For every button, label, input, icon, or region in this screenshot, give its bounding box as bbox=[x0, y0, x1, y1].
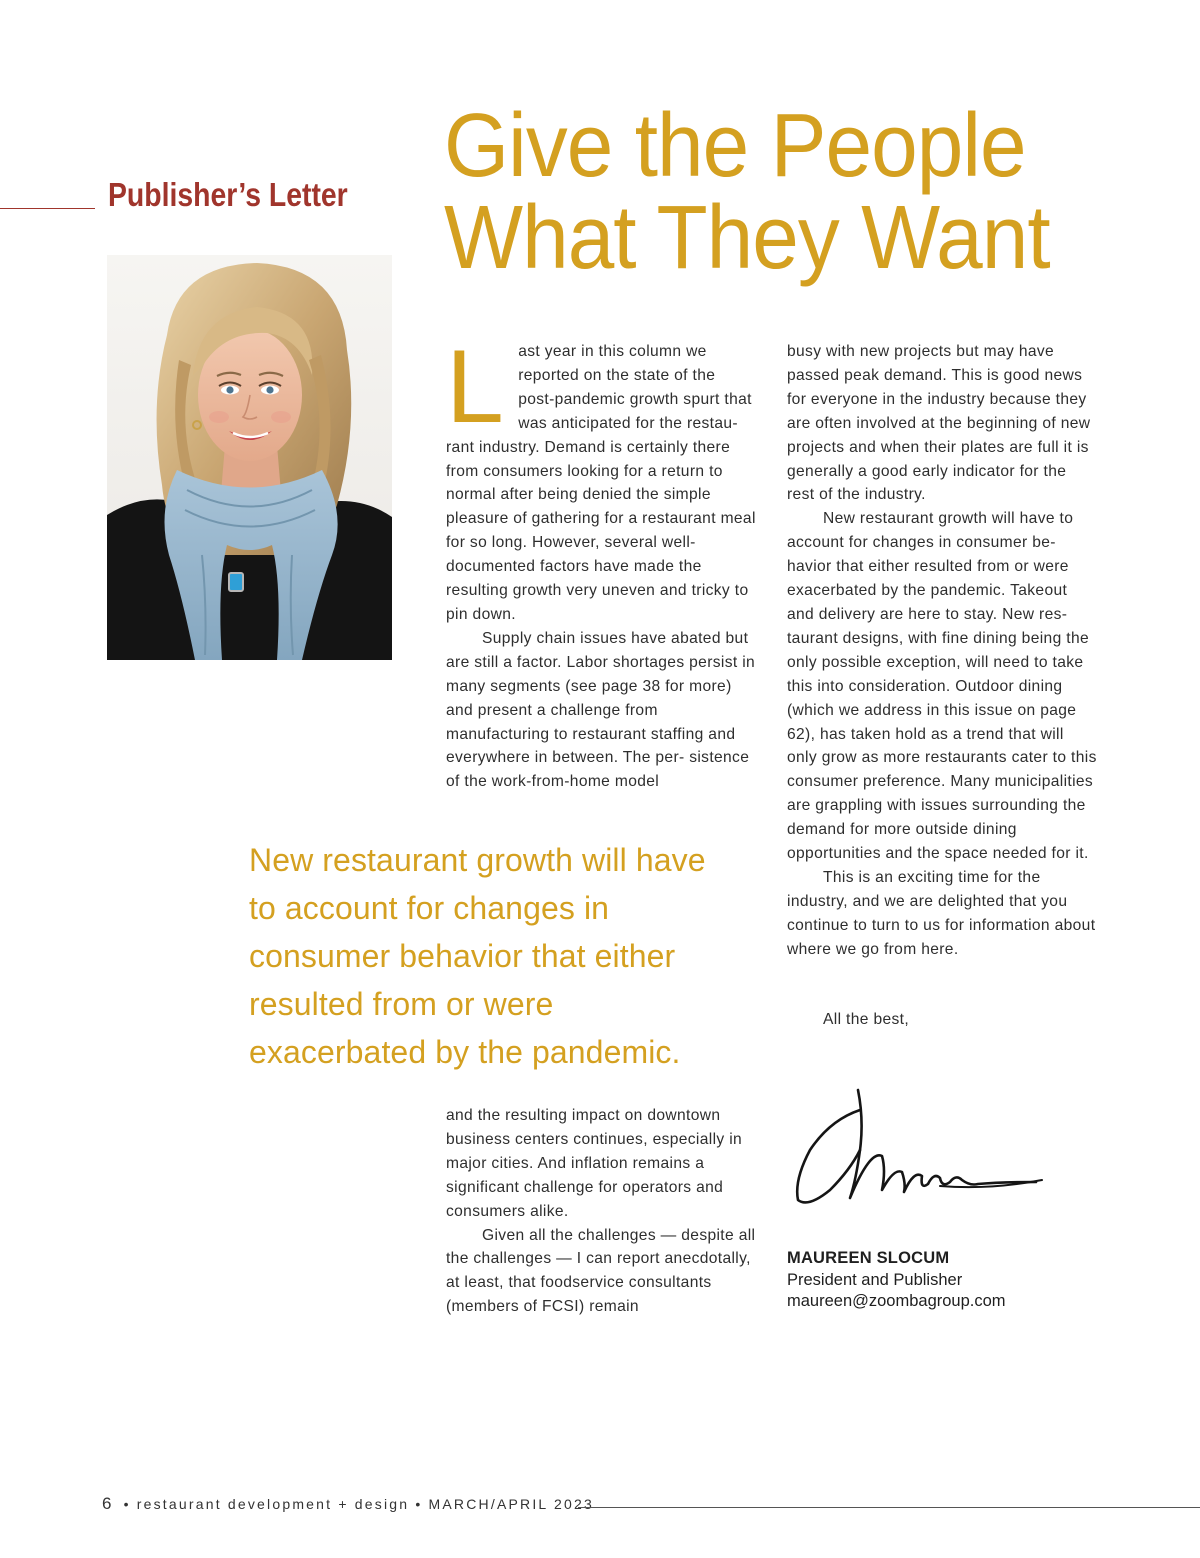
portrait-photo bbox=[107, 255, 392, 660]
drop-cap: L bbox=[446, 329, 505, 445]
author-title: President and Publisher bbox=[787, 1270, 963, 1289]
section-label: Publisher’s Letter bbox=[108, 176, 348, 213]
author-name: MAUREEN SLOCUM bbox=[787, 1249, 950, 1267]
paragraph: busy with new projects but may have passed peak demand. This is good news for everyone in the industry because they are often involved at the beginning of new projects and when their plates are full it is generally a good early indicator for the rest of the industry. bbox=[787, 343, 1091, 504]
paragraph: and the resulting impact on downtown business centers continues, especially in major cities. And inflation remains a significant challenge for operators and consumers alike. bbox=[446, 1107, 743, 1220]
author-email[interactable]: maureen@zoombagroup.com bbox=[787, 1292, 1006, 1310]
paragraph: Supply chain issues have abated but are still a factor. Labor shortages persist in many segments (see page 38 for more) and present a challenge from manufacturing to restaurant staffing and everywhere in between. The per- sistence of the work-from-home model bbox=[446, 629, 756, 791]
author-block bbox=[787, 1248, 1006, 1313]
section-rule bbox=[0, 208, 95, 209]
paragraph: This is an exciting time for the industry, and we are delighted that you continue to turn to us for information about where we go from here. bbox=[787, 868, 1096, 958]
headline bbox=[444, 96, 1050, 288]
article-column-2 bbox=[787, 340, 1097, 962]
paragraph: ast year in this column we reported on the state of the post-pandemic growth spurt that was anticipated for the restau- rant industry. Demand is certainly there from consumers looking for a return to normal after being denied the simple pleasure of gathering for a restaurant meal for so long. However, several well-documented factors have made the resulting growth very uneven and tricky to pin down. bbox=[446, 343, 756, 623]
portrait-icon bbox=[107, 255, 392, 660]
publication-info: • restaurant development + design • MARCH/APRIL 2023 bbox=[123, 1496, 594, 1512]
footer-rule bbox=[578, 1507, 1200, 1508]
paragraph: New restaurant growth will have to account for changes in consumer be- havior that either resulted from or were exacerbated by the pandemic. Takeout and delivery are here to stay. New res- taurant designs, with fine dining being the only possible exception, will need to take this into consideration. Outdoor dining (which we address in this issue on page 62), has taken hold as a trend that will only grow as more restaurants cater to this consumer preference. Many municipalities are grappling with issues surrounding the demand for more outside dining opportunities and the space needed for it. bbox=[787, 510, 1097, 863]
page-footer bbox=[102, 1494, 594, 1514]
pull-quote: New restaurant growth will have to account for changes in consumer behavior that either resulted from or were exacerbated by the pandemic. bbox=[249, 842, 706, 1070]
article-column-1-continued bbox=[446, 1104, 756, 1319]
headline-line-2: What They Want bbox=[444, 188, 1050, 288]
signoff: All the best, bbox=[823, 1011, 910, 1028]
handwritten-signature-icon bbox=[790, 1080, 1050, 1220]
page-number: 6 bbox=[102, 1494, 112, 1513]
headline-line-1: Give the People bbox=[444, 96, 1026, 196]
paragraph: Given all the challenges — despite all the challenges — I can report anecdotally, at least, that foodservice consultants (members of FCSI) remain bbox=[446, 1226, 756, 1316]
article-column-1 bbox=[446, 329, 756, 794]
